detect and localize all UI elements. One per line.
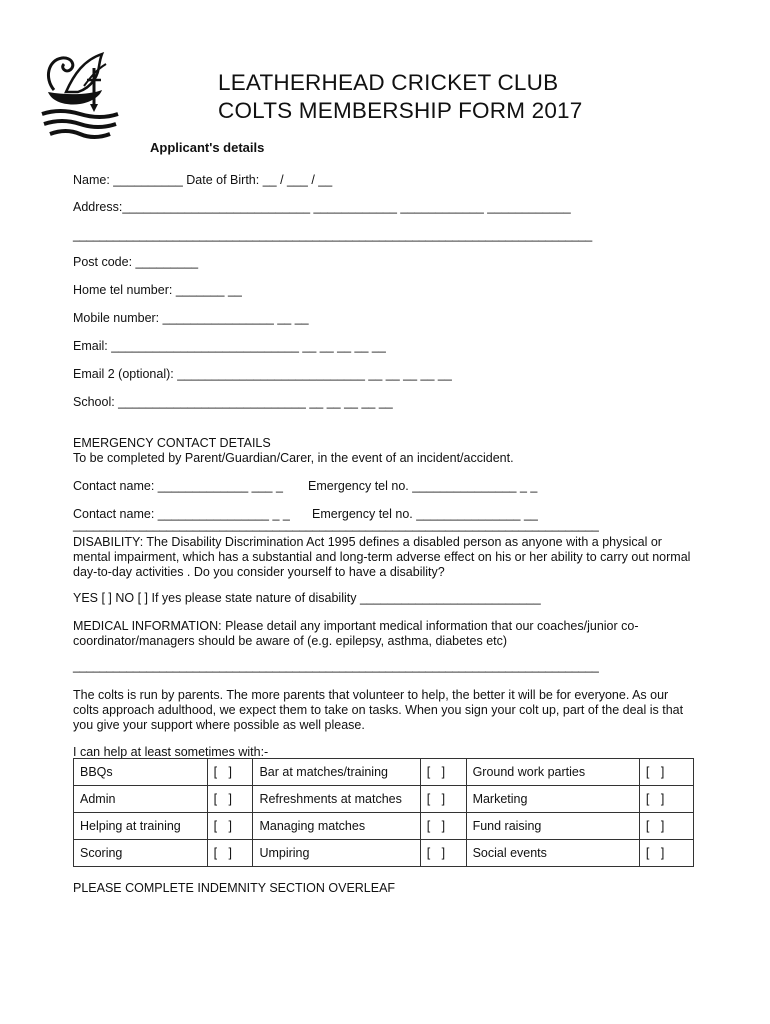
separator-line: _______________________________________________________________________________ — [73, 518, 599, 532]
email2-field[interactable]: Email 2 (optional): ___________________________ __ __ __ __ __ — [73, 367, 452, 381]
task-checkbox[interactable]: [ ] — [639, 759, 693, 786]
task-label: Umpiring — [253, 840, 420, 867]
task-checkbox[interactable]: [ ] — [639, 786, 693, 813]
contact1-name-field[interactable]: Contact name: _____________ ___ _ — [73, 479, 283, 493]
home-tel-field[interactable]: Home tel number: _______ __ — [73, 283, 242, 297]
emergency-subheading: To be completed by Parent/Guardian/Carer, in the event of an incident/accident. — [73, 451, 514, 465]
table-row — [74, 840, 694, 867]
contact2-tel-field[interactable]: Emergency tel no. _______________ __ — [312, 507, 538, 521]
form-title-line1: LEATHERHEAD CRICKET CLUB — [218, 70, 559, 95]
task-label: Admin — [74, 786, 208, 813]
task-checkbox[interactable]: [ ] — [639, 813, 693, 840]
task-label: Fund raising — [466, 813, 639, 840]
volunteer-table — [73, 758, 694, 867]
task-label: Managing matches — [253, 813, 420, 840]
emergency-heading: EMERGENCY CONTACT DETAILS — [73, 436, 271, 450]
task-label: Helping at training — [74, 813, 208, 840]
postcode-field[interactable]: Post code: _________ — [73, 255, 199, 269]
task-checkbox[interactable]: [ ] — [207, 759, 253, 786]
name-dob-field[interactable]: Name: __________ Date of Birth: __ / ___ / __ — [73, 173, 333, 187]
form-title-line2: COLTS MEMBERSHIP FORM 2017 — [218, 98, 583, 123]
task-label: Scoring — [74, 840, 208, 867]
task-checkbox[interactable]: [ ] — [420, 759, 466, 786]
task-checkbox[interactable]: [ ] — [207, 840, 253, 867]
disability-yes-no[interactable]: YES [ ] NO [ ] If yes please state nature of disability __________________________ — [73, 591, 541, 605]
task-checkbox[interactable]: [ ] — [420, 813, 466, 840]
address-line2-field[interactable]: ______________________________________________________________________________ — [73, 228, 592, 242]
task-label: BBQs — [74, 759, 208, 786]
table-row — [74, 759, 694, 786]
mobile-field[interactable]: Mobile number: ________________ __ __ — [73, 311, 309, 325]
task-label: Marketing — [466, 786, 639, 813]
medical-text: MEDICAL INFORMATION: Please detail any important medical information that our coaches/junior co-coordinator/managers should be aware of (e.g. epilepsy, asthma, diabetes etc) — [73, 619, 639, 648]
medical-line[interactable]: _______________________________________________________________________________ — [73, 659, 599, 673]
email-field[interactable]: Email: ___________________________ __ __ __ __ __ — [73, 339, 386, 353]
task-label: Refreshments at matches — [253, 786, 420, 813]
task-checkbox[interactable]: [ ] — [207, 786, 253, 813]
swan-crest-logo — [40, 48, 120, 146]
contact1-tel-field[interactable]: Emergency tel no. _______________ _ _ — [308, 479, 538, 493]
table-row — [74, 786, 694, 813]
applicant-heading: Applicant's details — [150, 140, 265, 155]
task-checkbox[interactable]: [ ] — [207, 813, 253, 840]
task-checkbox[interactable]: [ ] — [420, 840, 466, 867]
volunteer-intro: I can help at least sometimes with:- — [73, 745, 269, 759]
table-row — [74, 813, 694, 840]
task-label: Social events — [466, 840, 639, 867]
volunteer-text: The colts is run by parents. The more parents that volunteer to help, the better it will be for everyone. As our colts approach adulthood, we expect them to take on tasks. When you sign your colt up, part of the deal is that you give your support where possible as well please. — [73, 688, 684, 732]
contact2-name-field[interactable]: Contact name: ________________ _ _ — [73, 507, 290, 521]
address-field[interactable]: Address:___________________________ ____________ ____________ ____________ — [73, 200, 571, 214]
task-label: Bar at matches/training — [253, 759, 420, 786]
school-field[interactable]: School: ___________________________ __ __ __ __ __ — [73, 395, 393, 409]
task-checkbox[interactable]: [ ] — [420, 786, 466, 813]
task-label: Ground work parties — [466, 759, 639, 786]
task-checkbox[interactable]: [ ] — [639, 840, 693, 867]
disability-text: DISABILITY: The Disability Discrimination Act 1995 defines a disabled person as anyone with a physical or mental impairment, which has a substantial and long-term adverse effect on his or her ability to carry out normal day-to-day activities . Do you consider yourself to have a disability? — [73, 535, 691, 579]
footer-note: PLEASE COMPLETE INDEMNITY SECTION OVERLEAF — [73, 881, 396, 895]
